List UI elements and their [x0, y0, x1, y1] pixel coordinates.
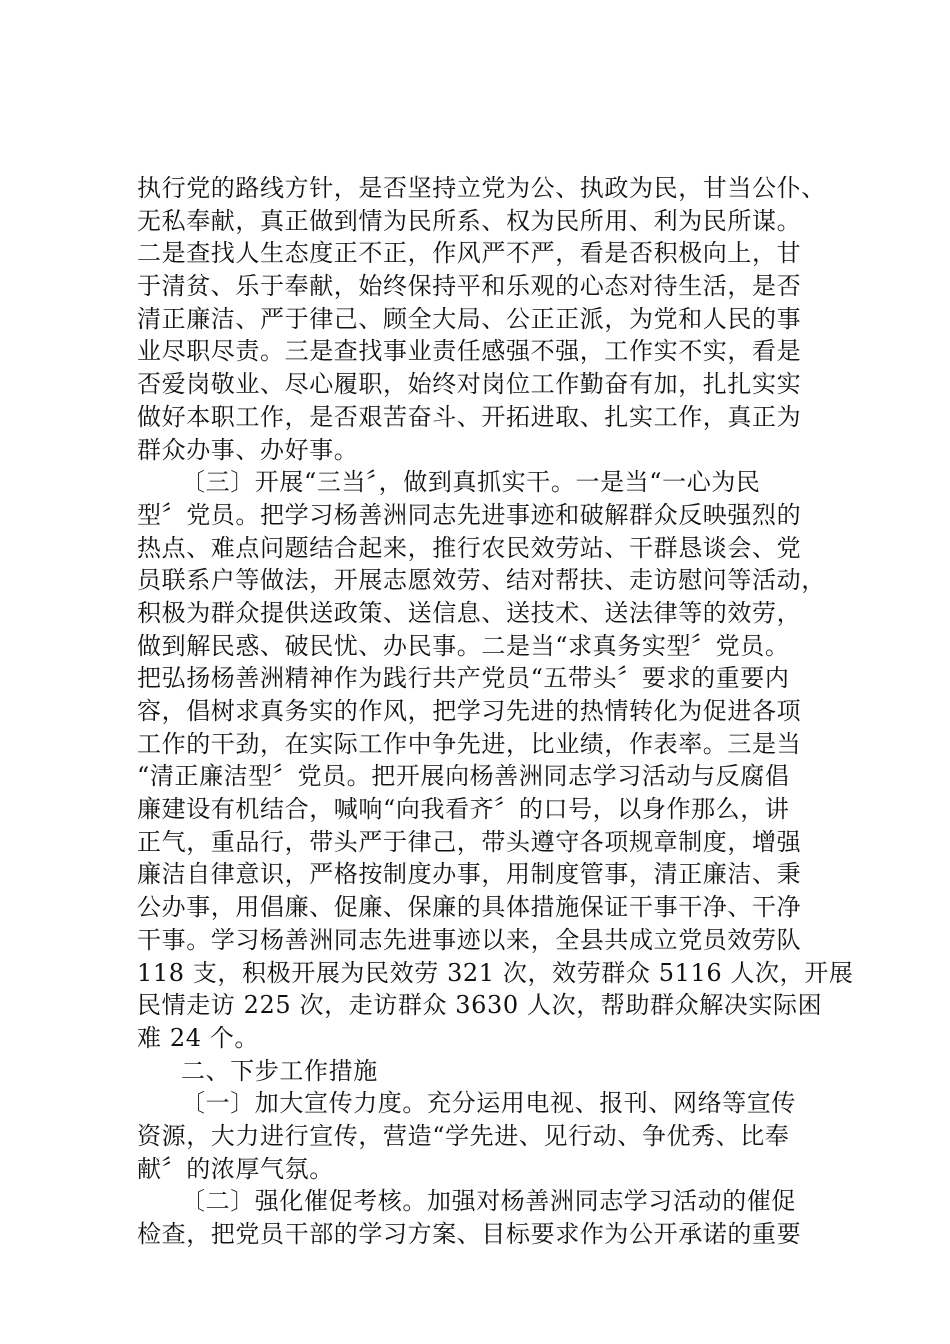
- text-line: 二是查找人生态度正不正，作风严不严，看是否积极向上，甘: [137, 239, 802, 268]
- text-line: 资源，大力进行宣传，营造“学先进、见行动、争优秀、比奉: [137, 1121, 790, 1150]
- text-line: 118 支，积极开展为民效劳 321 次，效劳群众 5116 人次，开展: [137, 958, 854, 987]
- text-line: 容，倡树求真务实的作风，把学习先进的热情转化为促进各项: [137, 697, 802, 725]
- text-line: “清正廉洁型〞党员。把开展向杨善洲同志学习活动与反腐倡: [137, 762, 790, 791]
- text-line: 献〞的浓厚气氛。: [137, 1154, 334, 1183]
- text-line: 否爱岗敬业、尽心履职，始终对岗位工作勤奋有加，扎扎实实: [137, 370, 802, 399]
- text-line: 做好本职工作，是否艰苦奋斗、开拓进取、扎实工作，真正为: [137, 402, 802, 431]
- text-line: 热点、难点问题结合起来，推行农民效劳站、干群恳谈会、党: [137, 533, 802, 562]
- text-line: 干事。学习杨善洲同志先进事迹以来，全县共成立党员效劳队: [137, 925, 802, 954]
- text-line: 清正廉洁、严于律己、顾全大局、公正正派，为党和人民的事: [137, 304, 802, 333]
- text-line: 〔二〕强化催促考核。加强对杨善洲同志学习活动的催促: [181, 1187, 796, 1216]
- text-line: 〔一〕加大宣传力度。充分运用电视、报刊、网络等宣传: [181, 1089, 796, 1118]
- text-line: 于清贫、乐于奉献，始终保持平和乐观的心态对待生活，是否: [137, 272, 802, 301]
- text-line: 正气，重品行，带头严于律己，带头遵守各项规章制度，增强: [137, 827, 802, 856]
- text-line: 廉建设有机结合，喊响“向我看齐〞的口号，以身作那么，讲: [137, 795, 790, 824]
- text-line: 型〞党员。把学习杨善洲同志先进事迹和破解群众反映强烈的: [137, 500, 802, 529]
- text-line: 业尽职尽责。三是查找事业责任感强不强，工作实不实，看是: [137, 337, 802, 366]
- text-line: 群众办事、办好事。: [137, 435, 359, 464]
- text-line: 廉洁自律意识，严格按制度办事，用制度管事，清正廉洁、秉: [137, 860, 802, 889]
- text-line: 〔三〕开展“三当〞，做到真抓实干。一是当“一心为民: [181, 468, 761, 497]
- body-text: [137, 172, 854, 1251]
- text-line: 二、下步工作措施: [181, 1056, 378, 1085]
- text-line: 无私奉献，真正做到情为民所系、权为民所用、利为民所谋。: [137, 206, 802, 235]
- text-line: 工作的干劲，在实际工作中争先进，比业绩，作表率。三是当: [137, 729, 802, 758]
- text-line: 公办事，用倡廉、促廉、保廉的具体措施保证干事干净、干净: [137, 893, 802, 922]
- text-line: 积极为群众提供送政策、送信息、送技术、送法律等的效劳，: [137, 598, 802, 627]
- text-line: 执行党的路线方针，是否坚持立党为公、执政为民，甘当公仆、: [137, 174, 826, 202]
- text-line: 难 24 个。: [137, 1023, 259, 1052]
- text-line: 员联系户等做法，开展志愿效劳、结对帮扶、走访慰问等活动，: [137, 566, 826, 595]
- text-line: 检查，把党员干部的学习方案、目标要求作为公开承诺的重要: [137, 1220, 802, 1248]
- text-line: 民情走访 225 次，走访群众 3630 人次，帮助群众解决实际困: [137, 991, 823, 1020]
- text-line: 把弘扬杨善洲精神作为践行共产党员“五带头〞要求的重要内: [137, 664, 790, 693]
- text-line: 做到解民惑、破民忧、办民事。二是当“求真务实型〞党员。: [137, 631, 790, 660]
